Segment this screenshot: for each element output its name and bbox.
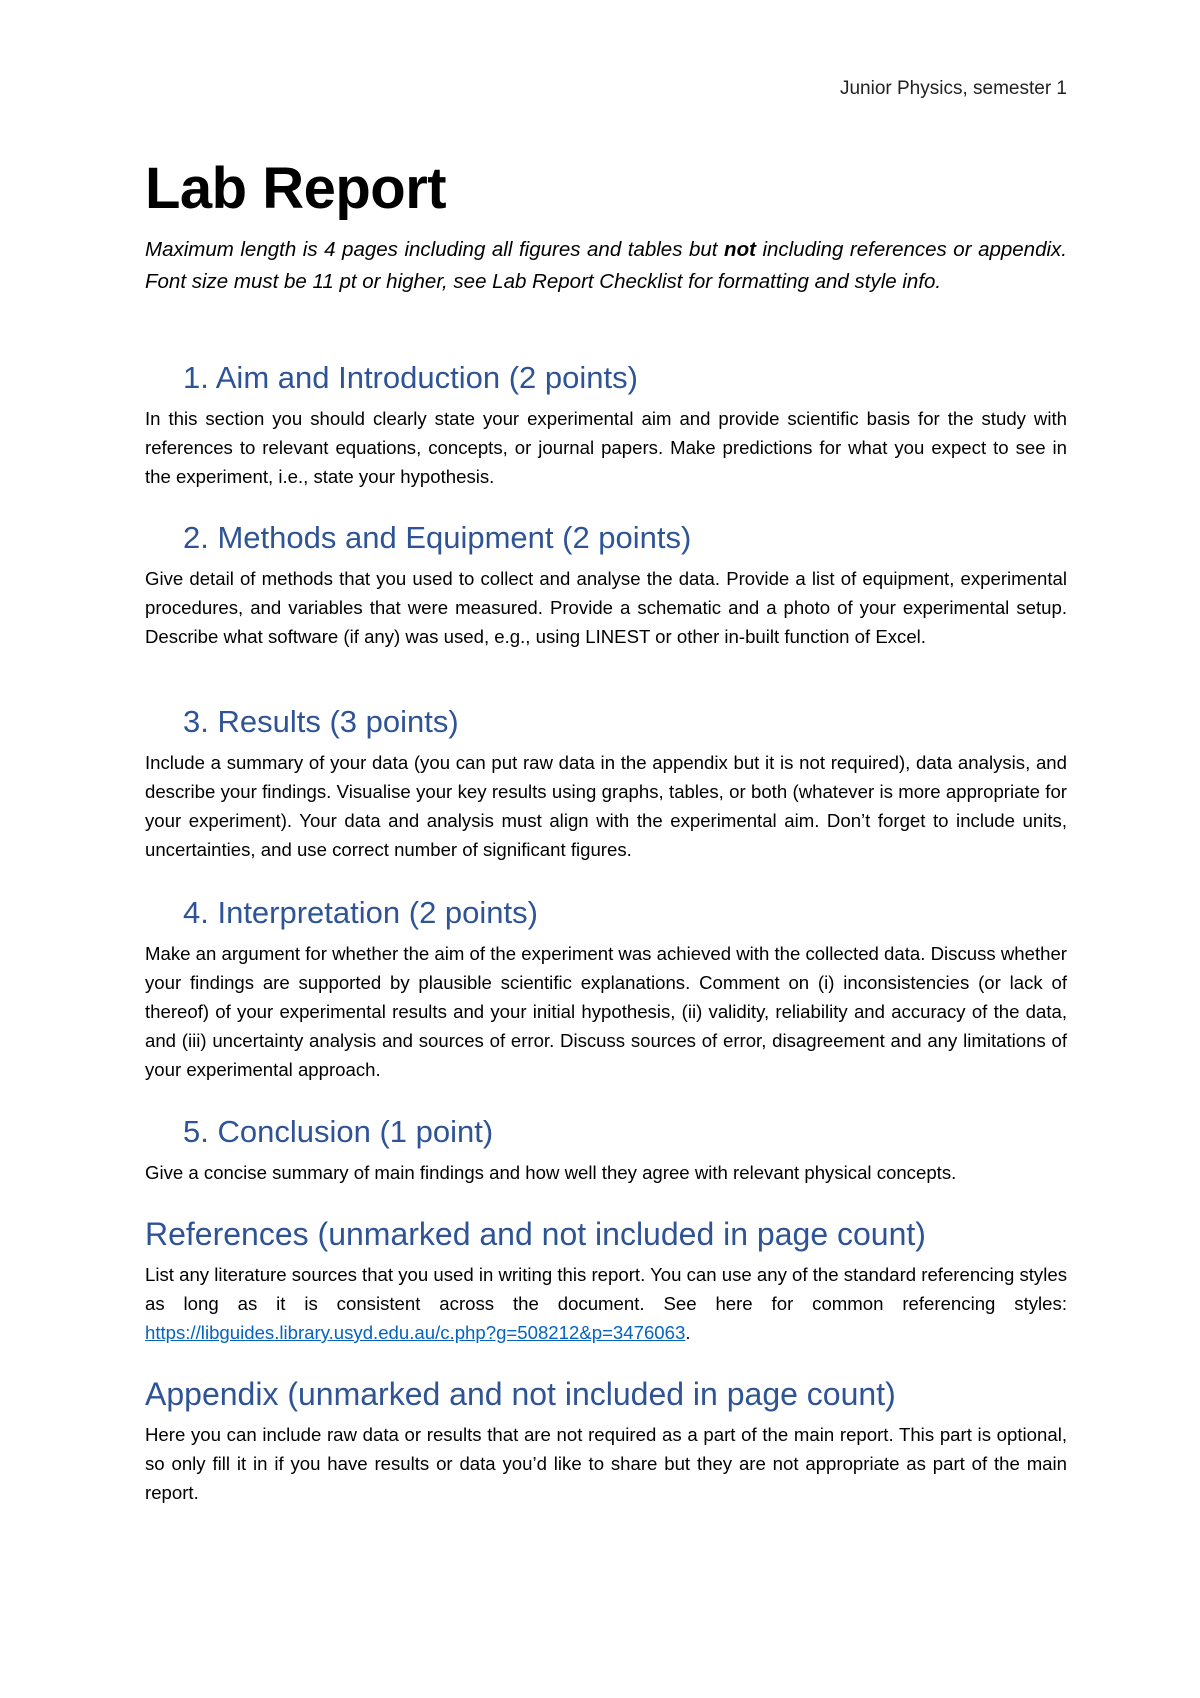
section-references — [145, 1214, 1067, 1347]
section-heading-methods: 2. Methods and Equipment (2 points) — [183, 520, 692, 555]
section-heading-appendix: Appendix (unmarked and not included in page count) — [145, 1376, 896, 1412]
length-note-part1: Maximum length is 4 pages including all figures and tables but — [145, 238, 725, 261]
references-trailing: . — [685, 1322, 691, 1343]
section-results — [145, 702, 1067, 864]
section-appendix — [145, 1374, 1067, 1507]
section-conclusion — [145, 1112, 1067, 1187]
section-interpretation — [145, 893, 1067, 1084]
references-text: List any literature sources that you used in writing this report. You can use any of the standard referencing styles as long as it is consistent across the document. See here for common referencing styles: — [145, 1264, 1067, 1314]
section-body-aim: In this section you should clearly state your experimental aim and provide scientific basis for the study with references to relevant equations, concepts, or journal papers. Make predictions for what you expect to see in the experiment, i.e., state your hypothesis. — [145, 408, 1067, 487]
section-body-methods: Give detail of methods that you used to collect and analyse the data. Provide a list of equipment, experimental procedures, and variables that were measured. Provide a schematic and a photo of your experimental setup. Describe what software (if any) was used, e.g., using LINEST or other in-built function of Excel. — [145, 568, 1067, 647]
length-note-emphasis: not — [724, 238, 756, 261]
section-heading-interpretation: 4. Interpretation (2 points) — [183, 895, 538, 930]
section-heading-conclusion: 5. Conclusion (1 point) — [183, 1114, 494, 1149]
section-heading-aim: 1. Aim and Introduction (2 points) — [183, 360, 638, 395]
length-note — [145, 234, 1067, 298]
referencing-guide-link[interactable]: https://libguides.library.usyd.edu.au/c.php?g=508212&p=3476063 — [145, 1322, 686, 1343]
section-body-results: Include a summary of your data (you can put raw data in the appendix but it is not required), data analysis, and describe your findings. Visualise your key results using graphs, tables, or both (whatever is more appropriate for your experiment). Your data and analysis must align with the experimental aim. Don’t forget to include units, uncertainties, and use correct number of significant figures. — [145, 752, 1067, 860]
running-header: Junior Physics, semester 1 — [839, 78, 1067, 99]
section-body-conclusion: Give a concise summary of main findings and how well they agree with relevant physical concepts. — [145, 1162, 957, 1183]
section-methods — [145, 518, 1067, 651]
section-body-references — [145, 1260, 1067, 1347]
section-heading-results: 3. Results (3 points) — [183, 704, 459, 739]
length-note-part2: including references or appendix. Font size must be 11 pt or higher, see Lab Report Checklist for formatting and style info. — [145, 238, 1067, 293]
section-body-appendix: Here you can include raw data or results that are not required as a part of the main report. This part is optional, so only fill it in if you have results or data you’d like to share but they are not appropriate as part of the main report. — [145, 1424, 1067, 1503]
section-body-interpretation: Make an argument for whether the aim of the experiment was achieved with the collected data. Discuss whether your findings are supported by plausible scientific explanations. Comment on (i) inconsistencies (or lack of thereof) of your experimental results and your initial hypothesis, (ii) validity, reliability and accuracy of the data, and (iii) uncertainty analysis and sources of error. Discuss sources of error, disagreement and any limitations of your experimental approach. — [145, 943, 1067, 1080]
section-heading-references: References (unmarked and not included in page count) — [145, 1216, 926, 1252]
section-aim — [145, 358, 1067, 491]
document-title: Lab Report — [145, 156, 447, 221]
